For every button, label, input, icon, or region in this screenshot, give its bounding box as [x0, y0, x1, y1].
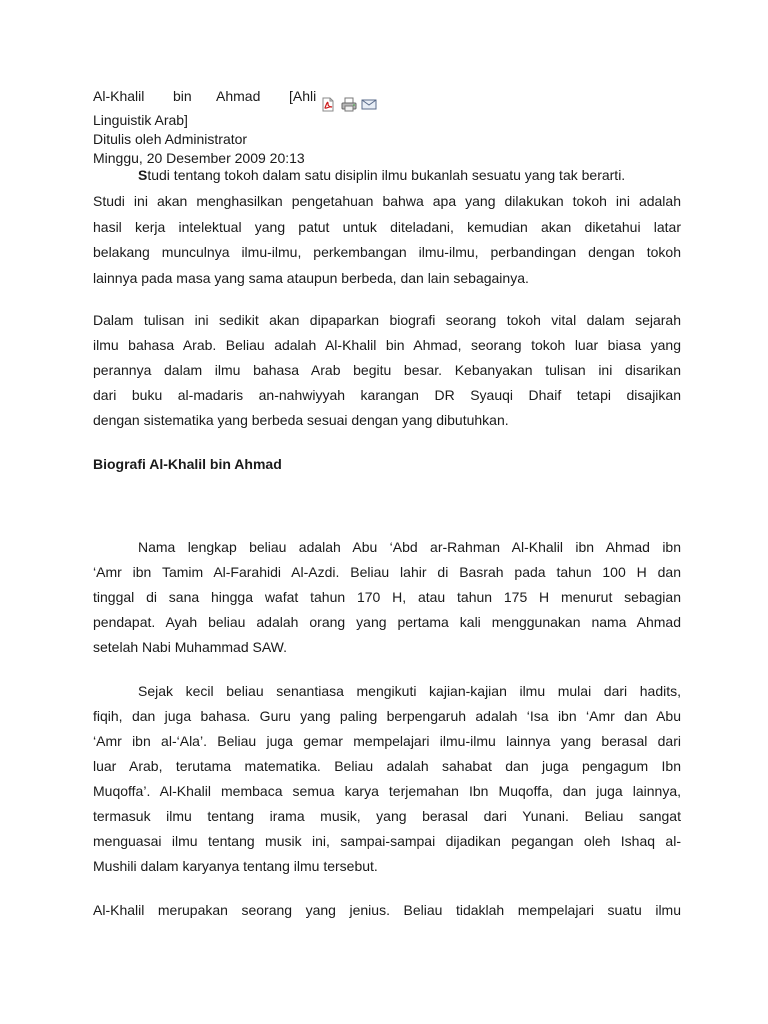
email-icon[interactable] — [361, 97, 377, 112]
title-word: bin — [173, 88, 192, 104]
date-line: Minggu, 20 Desember 2009 20:13 — [93, 150, 305, 166]
paragraph-line: Al-Khalil merupakan seorang yang jenius. Beliau tidaklah mempelajari suatu ilmu — [93, 902, 681, 918]
paragraph-line: setelah Nabi Muhammad SAW. — [93, 639, 288, 655]
title-word: [Ahli — [289, 88, 317, 104]
paragraph-line: Dalam tulisan ini sedikit akan dipaparkan biografi seorang tokoh vital dalam sejarah — [93, 312, 681, 328]
author-line: Ditulis oleh Administrator — [93, 131, 248, 147]
paragraph-line: fiqih, dan juga bahasa. Guru yang paling berpengaruh adalah ‘Isa ibn ‘Amr dan Abu — [93, 708, 681, 724]
pdf-icon[interactable] — [321, 97, 335, 112]
paragraph-line: ‘Amr ibn al-‘Ala’. Beliau juga gemar mempelajari ilmu-ilmu lainnya yang berasal dari — [93, 733, 681, 749]
intro-first-line — [138, 166, 625, 184]
paragraph-line: menguasai ilmu tentang musik ini, sampai-sampai dijadikan pegangan oleh Ishaq al- — [93, 833, 681, 849]
paragraph-line: Nama lengkap beliau adalah Abu ‘Abd ar-Rahman Al-Khalil ibn Ahmad ibn — [138, 539, 681, 555]
paragraph-line: lainnya pada masa yang sama ataupun berbeda, dan lain sebagainya. — [93, 270, 529, 286]
paragraph-line: perannya dalam ilmu bahasa Arab begitu besar. Kebanyakan tulisan ini disarikan — [93, 362, 681, 378]
intro-line-text: tudi tentang tokoh dalam satu disiplin ilmu bukanlah sesuatu yang tak berarti. — [147, 167, 626, 183]
paragraph-line: tinggal di sana hingga wafat tahun 170 H, atau tahun 175 H menurut sebagian — [93, 589, 681, 605]
title-word: Ahmad — [216, 88, 261, 104]
paragraph-line: belakang munculnya ilmu-ilmu, perkembangan ilmu-ilmu, perbandingan dengan tokoh — [93, 244, 681, 260]
paragraph-line: dengan sistematika yang berbeda sesuai dengan yang dibutuhkan. — [93, 412, 509, 428]
drop-cap: S — [138, 167, 148, 183]
paragraph-line: Studi ini akan menghasilkan pengetahuan bahwa apa yang dilakukan tokoh ini adalah — [93, 193, 681, 209]
paragraph-line: ilmu bahasa Arab. Beliau adalah Al-Khalil bin Ahmad, seorang tokoh luar biasa yang — [93, 337, 681, 353]
paragraph-line: luar Arab, terutama matematika. Beliau adalah sahabat dan juga pengagum Ibn — [93, 758, 681, 774]
paragraph-line: Muqoffa’. Al-Khalil membaca semua karya terjemahan Ibn Muqoffa, dan juga lainnya, — [93, 783, 681, 799]
paragraph-line: hasil kerja intelektual yang patut untuk diteladani, kemudian akan diketahui latar — [93, 219, 681, 235]
section-heading: Biografi Al-Khalil bin Ahmad — [93, 456, 282, 472]
paragraph-line: Sejak kecil beliau senantiasa mengikuti kajian-kajian ilmu mulai dari hadits, — [138, 683, 681, 699]
title-word: Al-Khalil — [93, 88, 145, 104]
paragraph-line: Mushili dalam karyanya tentang ilmu tersebut. — [93, 858, 378, 874]
paragraph-line: termasuk ilmu tentang irama musik, yang berasal dari Yunani. Beliau sangat — [93, 808, 681, 824]
title-continuation: Linguistik Arab] — [93, 112, 188, 128]
paragraph-line: pendapat. Ayah beliau adalah orang yang pertama kali menggunakan nama Ahmad — [93, 614, 681, 630]
paragraph-line: ‘Amr ibn Tamim Al-Farahidi Al-Azdi. Beliau lahir di Basrah pada tahun 100 H dan — [93, 564, 681, 580]
print-icon[interactable] — [341, 97, 357, 112]
paragraph-line: dari buku al-madaris an-nahwiyyah karangan DR Syauqi Dhaif tetapi disajikan — [93, 387, 681, 403]
